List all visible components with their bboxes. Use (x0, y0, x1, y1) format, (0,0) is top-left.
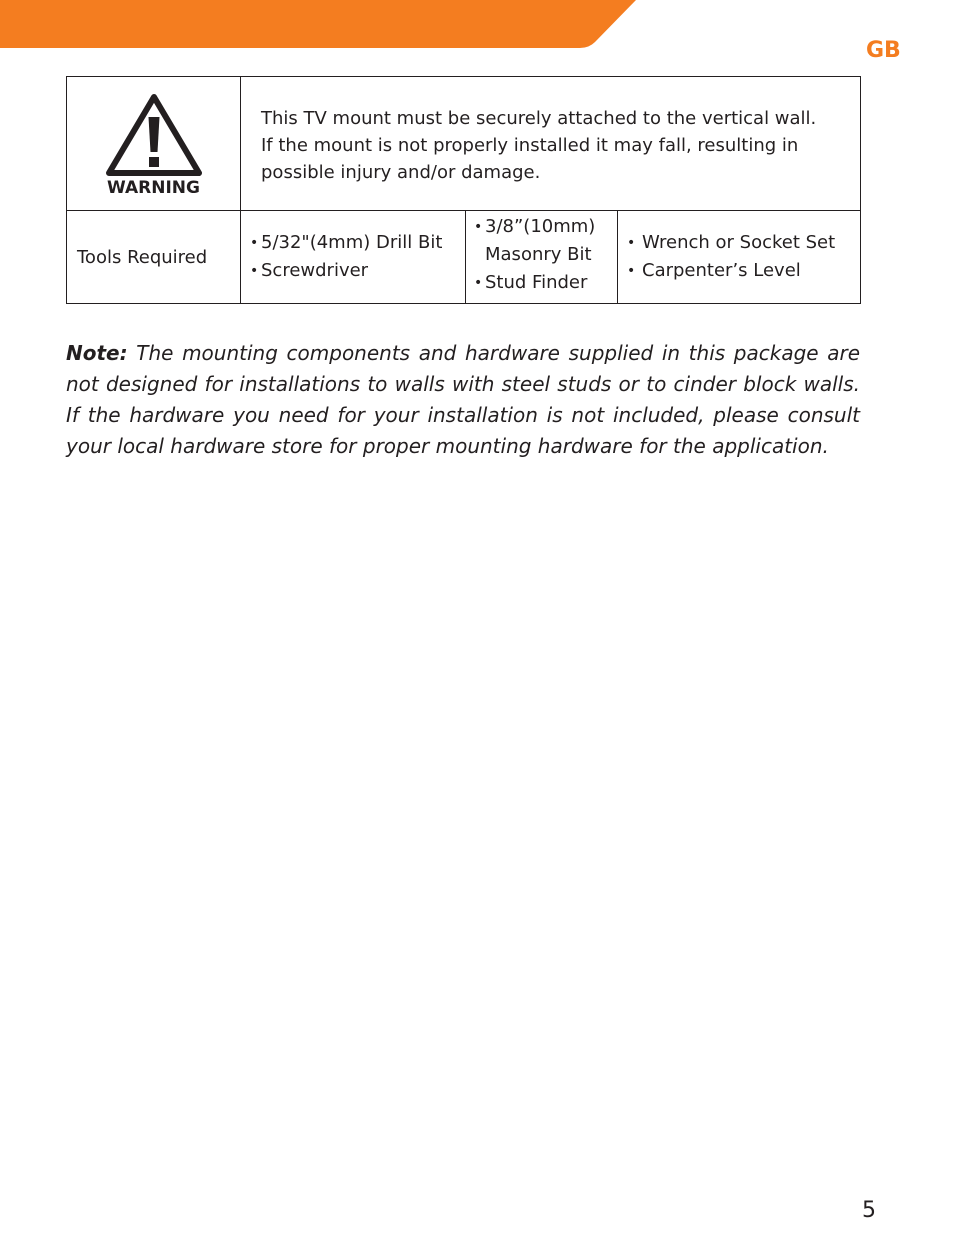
warning-badge-cell (67, 77, 241, 211)
tools-column-1 (241, 211, 466, 304)
tool-item: • Stud Finder (474, 269, 617, 297)
warning-row (67, 77, 861, 211)
tool-item: • Wrench or Socket Set (627, 229, 860, 257)
page-number: 5 (862, 1198, 876, 1223)
header-accent-bar (0, 0, 640, 48)
warning-line: possible injury and/or damage. (261, 162, 541, 183)
note-text: The mounting components and hardware supplied in this package are not designed for installations to walls with steel studs or to cinder block walls. If the hardware you need for your installation is not included, please consult your local hardware store for proper mounting hardware for the application. (66, 341, 860, 458)
tools-column-2 (466, 211, 618, 304)
tool-item: • 5/32"(4mm) Drill Bit (250, 229, 465, 257)
tool-item: • 3/8”(10mm) Masonry Bit (474, 213, 617, 269)
language-tag: GB (866, 38, 901, 63)
warning-triangle-icon (106, 93, 202, 177)
tools-column-3 (618, 211, 861, 304)
tool-item: • Screwdriver (250, 257, 465, 285)
note-label: Note: (66, 341, 128, 365)
warning-line: If the mount is not properly installed it may fall, resulting in (261, 135, 799, 156)
warning-message (241, 77, 861, 211)
warning-label: WARNING (107, 178, 200, 198)
warning-line: This TV mount must be securely attached to the vertical wall. (261, 108, 817, 129)
tool-item: • Carpenter’s Level (627, 257, 860, 285)
tools-row (67, 211, 861, 304)
tools-required-label: Tools Required (67, 211, 241, 304)
safety-tools-table (66, 76, 861, 304)
installation-note (66, 338, 860, 462)
